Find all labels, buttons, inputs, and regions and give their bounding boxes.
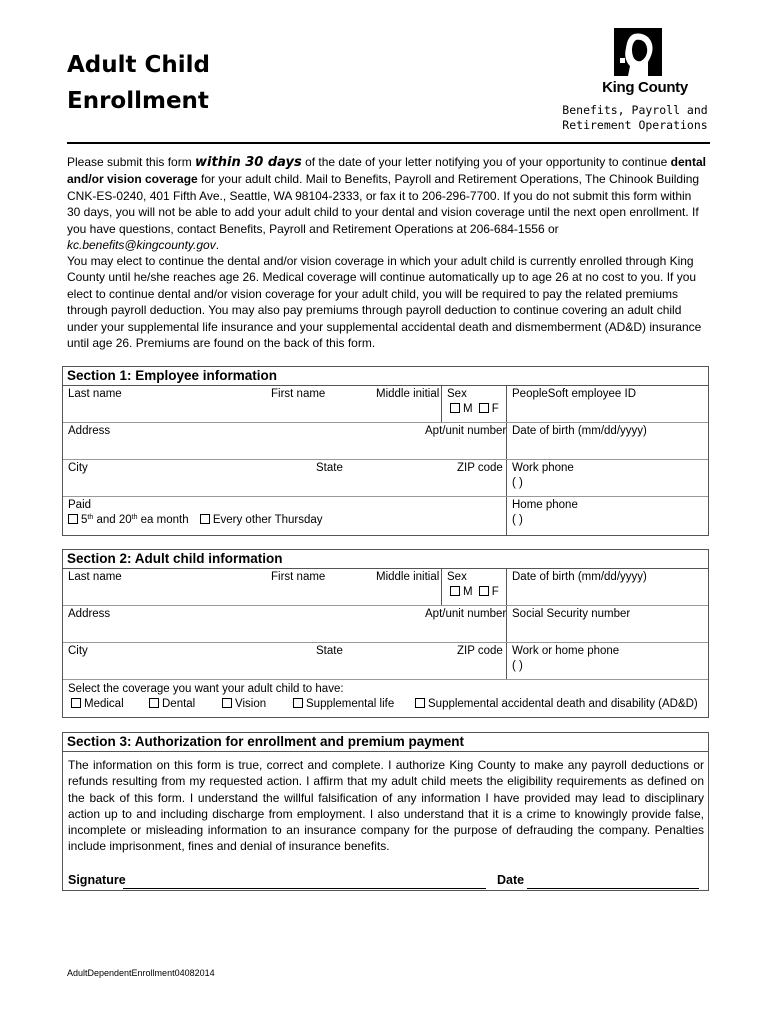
paid-opt2-label: Every other Thursday: [212, 514, 323, 526]
child-city-field[interactable]: City: [68, 645, 88, 657]
emp-city-field[interactable]: City: [68, 462, 88, 474]
date-label: Date: [497, 873, 525, 887]
emp-paid-label: Paid: [68, 499, 92, 511]
coverage-prompt: Select the coverage you want your adult child to have:: [68, 683, 344, 695]
child-zip-field[interactable]: ZIP code: [457, 645, 503, 657]
form-title-line2: Enrollment: [67, 88, 209, 114]
section2-title: Section 2: Adult child information: [67, 551, 283, 566]
dept-line-1: Benefits, Payroll and: [562, 103, 708, 117]
authorization-text: The information on this form is true, correct and complete. I authorize King County to make any payroll deductions or refunds resulting from my requested action. I affirm that my adult child meets the eligibility requirements as defined on the back of this form. I understand the willful falsification of any information I have provided may lead to disciplinary action up to and including discharge from employment. I also understand that it is a crime to knowingly provide false, incomplete or misleading information to an insurance company for the purpose of defrauding the company. Penalties include imprisonment, fines and denial of insurance benefits.: [68, 758, 704, 854]
coverage-add-checkbox[interactable]: [415, 698, 425, 708]
intro-p1-a: Please submit this form: [67, 155, 196, 169]
intro-p1-b: of the date of your letter notifying you of your opportunity to continue: [301, 155, 671, 169]
intro-p1-c: for your adult child. Mail to Benefits, Payroll and Retirement Operations, The Chinook Building CNK-ES-0240, 401 Fifth Ave., Seattle, WA 98104-2333, or fax it to 206-296-7700. If you do not submit this form within 30 days, you will not be able to add your adult child to your dental and vision coverage until the next open enrollment. If you have questions, contact Benefits, Payroll and Retirement Operations at 206-684-1556 or: [67, 172, 700, 236]
form-id-footer: AdultDependentEnrollment04082014: [67, 968, 215, 978]
org-name: King County: [602, 79, 688, 96]
paid-opt1-a: 5: [81, 514, 88, 526]
coverage-supp-life-option[interactable]: [293, 698, 394, 710]
coverage-dental-checkbox[interactable]: [149, 698, 159, 708]
child-dob-field[interactable]: Date of birth (mm/dd/yyyy): [512, 571, 647, 583]
section-adult-child-info: [62, 549, 709, 718]
paid-5th-20th-checkbox[interactable]: [68, 514, 78, 524]
coverage-add-option[interactable]: [415, 698, 698, 710]
paid-opt1-sup2: th: [131, 514, 138, 521]
intro-paragraph-1: [67, 154, 707, 253]
emp-paid-options: [68, 514, 323, 526]
emp-zip-field[interactable]: ZIP code: [457, 462, 503, 474]
emp-last-name-field[interactable]: Last name: [68, 388, 122, 400]
child-sex-options: [450, 586, 499, 598]
intro-p1-end: .: [215, 238, 220, 253]
deadline-emphasis: within 30 days: [195, 155, 302, 170]
paid-opt1-b: and 20: [93, 514, 132, 526]
emp-sex-m-label: M: [463, 403, 473, 415]
coverage-medical-checkbox[interactable]: [71, 698, 81, 708]
child-sex-f-label: F: [491, 586, 499, 598]
child-sex-m-checkbox[interactable]: [450, 586, 460, 596]
coverage-medical-label: Medical: [84, 698, 124, 710]
emp-middle-initial-field[interactable]: Middle initial: [376, 388, 440, 400]
emp-sex-options: [450, 403, 499, 415]
emp-home-phone-paren: ( ): [512, 514, 523, 526]
child-sex-label: Sex: [447, 571, 467, 583]
emp-state-field[interactable]: State: [316, 462, 343, 474]
coverage-emphasis: dental and/or vision coverage: [67, 155, 706, 187]
coverage-vision-option[interactable]: [222, 698, 266, 710]
paid-every-other-thursday-checkbox[interactable]: [200, 514, 210, 524]
emp-first-name-field[interactable]: First name: [271, 388, 326, 400]
emp-sex-f-label: F: [491, 403, 499, 415]
dept-line-2: Retirement Operations: [562, 118, 708, 132]
child-apt-field[interactable]: Apt/unit number: [425, 608, 507, 620]
dept-name: [560, 103, 710, 133]
coverage-add-label: Supplemental accidental death and disability (AD&D): [428, 698, 698, 710]
contact-email-link[interactable]: kc.benefits@kingcounty.gov: [67, 238, 216, 253]
child-sex-m-label: M: [463, 586, 473, 598]
coverage-dental-label: Dental: [162, 698, 196, 710]
child-state-field[interactable]: State: [316, 645, 343, 657]
coverage-vision-checkbox[interactable]: [222, 698, 232, 708]
signature-label: Signature: [68, 873, 126, 887]
emp-sex-f-checkbox[interactable]: [479, 403, 489, 413]
section-authorization: [62, 732, 709, 891]
emp-address-field[interactable]: Address: [68, 425, 111, 437]
coverage-medical-option[interactable]: [71, 698, 124, 710]
child-sex-f-checkbox[interactable]: [479, 586, 489, 596]
child-first-name-field[interactable]: First name: [271, 571, 326, 583]
child-address-field[interactable]: Address: [68, 608, 111, 620]
section1-title: Section 1: Employee information: [67, 368, 278, 383]
child-phone-field[interactable]: Work or home phone: [512, 645, 620, 657]
coverage-dental-option[interactable]: [149, 698, 195, 710]
child-phone-paren: ( ): [512, 660, 523, 672]
emp-sex-m-checkbox[interactable]: [450, 403, 460, 413]
emp-apt-field[interactable]: Apt/unit number: [425, 425, 507, 437]
emp-sex-label: Sex: [447, 388, 467, 400]
intro-p2-text: You may elect to continue the dental and/or vision coverage in which your adult child is currently enrolled through King County until he/she reaches age 26. Medical coverage will continue automatically up to age 26 at no cost to you. If you elect to continue dental and/or vision coverage for your adult child, you will be required to pay the related premiums through payroll deduction. You may also pay premiums through payroll deduction to continue covering an adult child under your supplemental life insurance and your supplemental accidental death and dismemberment (AD&D) insurance until age 26. Premiums are found on the back of this form.: [67, 254, 702, 351]
child-last-name-field[interactable]: Last name: [68, 571, 122, 583]
paid-opt1-c: ea month: [137, 514, 189, 526]
coverage-supp-life-checkbox[interactable]: [293, 698, 303, 708]
date-field[interactable]: [527, 888, 699, 889]
child-ssn-field[interactable]: Social Security number: [512, 608, 631, 620]
paid-opt1-sup1: th: [87, 514, 94, 521]
section3-title: Section 3: Authorization for enrollment and premium payment: [67, 734, 465, 749]
emp-work-phone-field[interactable]: Work phone: [512, 462, 574, 474]
coverage-vision-label: Vision: [235, 698, 267, 710]
emp-peoplesoft-id-field[interactable]: PeopleSoft employee ID: [512, 388, 637, 400]
king-county-logo-icon: [614, 28, 662, 76]
header-rule: [67, 142, 710, 144]
emp-home-phone-field[interactable]: Home phone: [512, 499, 578, 511]
emp-work-phone-paren: ( ): [512, 477, 523, 489]
coverage-supp-life-label: Supplemental life: [306, 698, 395, 710]
child-middle-initial-field[interactable]: Middle initial: [376, 571, 440, 583]
emp-dob-field[interactable]: Date of birth (mm/dd/yyyy): [512, 425, 647, 437]
form-title-line1: Adult Child: [67, 52, 211, 78]
section-employee-info: [62, 366, 709, 536]
signature-field[interactable]: [123, 888, 486, 889]
intro-paragraph-2: [67, 253, 707, 351]
